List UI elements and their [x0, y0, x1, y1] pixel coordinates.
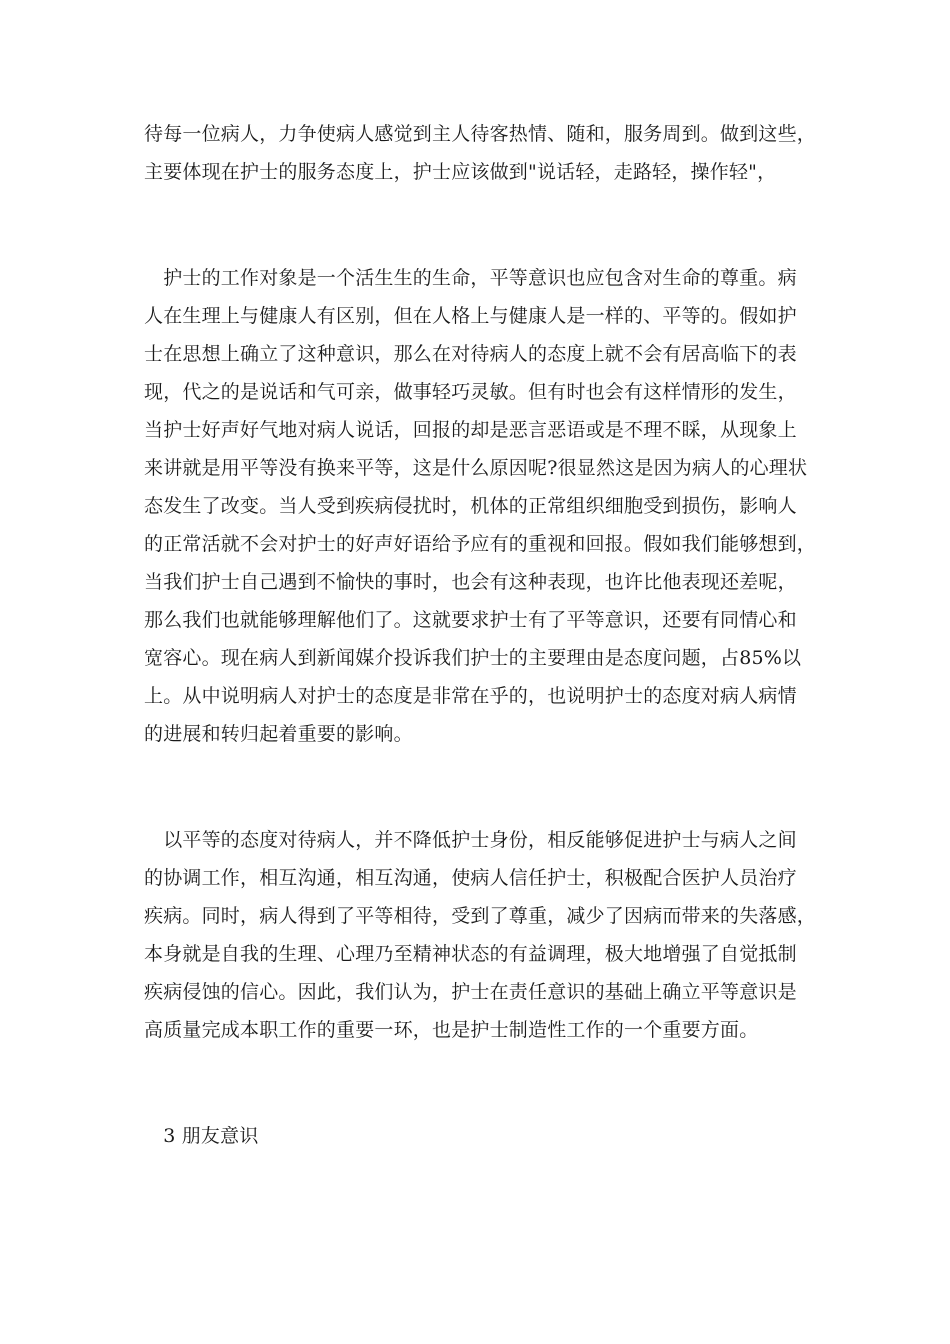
text-line: 宽容心。现在病人到新闻媒介投诉我们护士的主要理由是态度问题，占85%以: [144, 647, 802, 669]
text-line: 护士的工作对象是一个活生生的生命，平等意识也应包含对生命的尊重。病: [144, 267, 797, 289]
text-line: 疾病侵蚀的信心。因此，我们认为，护士在责任意识的基础上确立平等意识是: [144, 981, 797, 1003]
text-line: 上。从中说明病人对护士的态度是非常在乎的，也说明护士的态度对病人病情: [144, 685, 797, 707]
text-line: 的正常活就不会对护士的好声好语给予应有的重视和回报。假如我们能够想到，: [144, 533, 817, 555]
text-line: 疾病。同时，病人得到了平等相待，受到了尊重，减少了因病而带来的失落感，: [144, 905, 817, 927]
text-line: 的协调工作，相互沟通，相互沟通，使病人信任护士，积极配合医护人员治疗: [144, 867, 797, 889]
section-heading: 3 朋友意识: [144, 1125, 259, 1147]
text-line: 态发生了改变。当人受到疾病侵扰时，机体的正常组织细胞受到损伤，影响人: [144, 495, 797, 517]
text-line: 当护士好声好气地对病人说话，回报的却是恶言恶语或是不理不睬，从现象上: [144, 419, 797, 441]
text-line: 那么我们也就能够理解他们了。这就要求护士有了平等意识，还要有同情心和: [144, 609, 797, 631]
text-line: 以平等的态度对待病人，并不降低护士身份，相反能够促进护士与病人之间: [144, 829, 797, 851]
text-line: 当我们护士自己遇到不愉快的事时，也会有这种表现，也许比他表现还差呢，: [144, 571, 797, 593]
text-line: 来讲就是用平等没有换来平等，这是什么原因呢?很显然这是因为病人的心理状: [144, 457, 808, 479]
text-line: 士在思想上确立了这种意识，那么在对待病人的态度上就不会有居高临下的表: [144, 343, 797, 365]
text-line: 人在生理上与健康人有区别，但在人格上与健康人是一样的、平等的。假如护: [144, 305, 797, 327]
text-line: 现，代之的是说话和气可亲，做事轻巧灵敏。但有时也会有这样情形的发生，: [144, 381, 797, 403]
text-line: 待每一位病人，力争使病人感觉到主人待客热情、随和，服务周到。做到这些，: [144, 123, 817, 145]
text-line: 主要体现在护士的服务态度上，护士应该做到"说话轻，走路轻，操作轻"，: [144, 161, 777, 183]
text-line: 高质量完成本职工作的重要一环，也是护士制造性工作的一个重要方面。: [144, 1019, 759, 1041]
text-line: 本身就是自我的生理、心理乃至精神状态的有益调理，极大地增强了自觉抵制: [144, 943, 797, 965]
text-line: 的进展和转归起着重要的影响。: [144, 723, 413, 745]
